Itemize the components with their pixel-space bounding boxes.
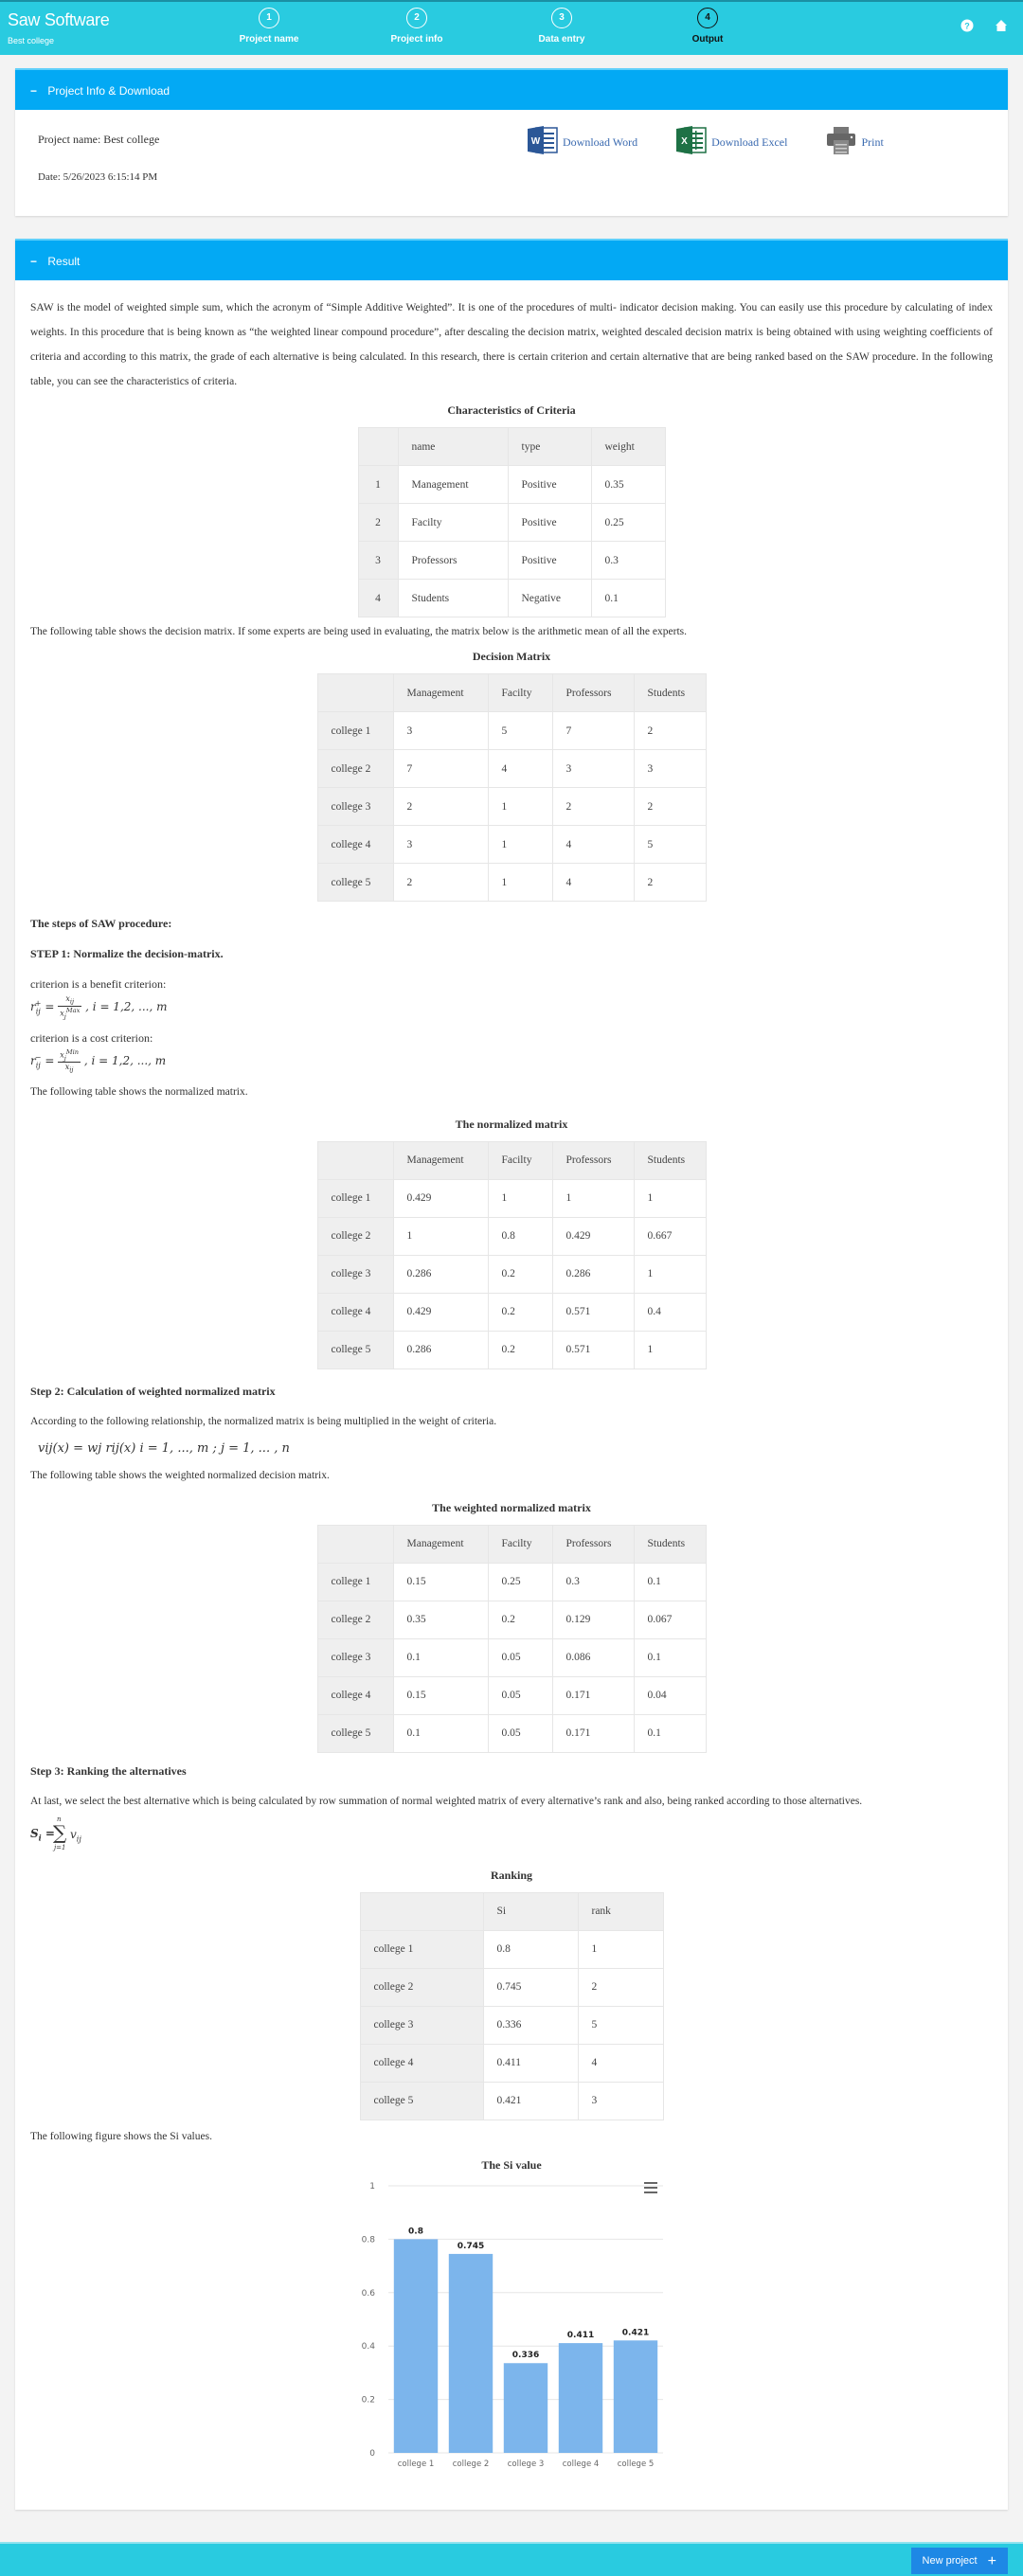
chart-title: The Si value <box>481 2157 542 2172</box>
column-header: Professors <box>552 1525 634 1563</box>
svg-text:college 3: college 3 <box>507 2459 545 2469</box>
row-index: 3 <box>358 542 398 580</box>
column-header: Professors <box>552 1141 634 1179</box>
si-bar-chart <box>350 2173 673 2495</box>
bottom-bar <box>0 2542 1023 2576</box>
cell: 7 <box>393 750 488 788</box>
weighted-formula: vij(x) = wj rij(x) i = 1, ..., m ; j = 1, ... , n <box>38 1440 290 1456</box>
table-row <box>360 2082 663 2120</box>
svg-text:1: 1 <box>369 2181 375 2191</box>
row-label: college 2 <box>317 1601 393 1638</box>
cell: 0.2 <box>488 1331 552 1368</box>
cost-formula: $r_{ij}^-$ = $\frac{x_j^{Min}}{x_{ij}}$ , i = 1,2, ..., m <box>30 1047 167 1074</box>
cell: 0.745 <box>483 1968 578 2006</box>
download-excel-button[interactable] <box>675 125 787 160</box>
cell: 0.2 <box>488 1601 552 1638</box>
hamburger-menu-icon[interactable] <box>644 2182 657 2193</box>
cell: 0.1 <box>591 580 665 617</box>
row-label: college 1 <box>317 1563 393 1601</box>
bar-college-1[interactable] <box>394 2239 438 2453</box>
row-label: college 3 <box>317 788 393 826</box>
formula-range: , i = 1,2, ..., m <box>83 1053 167 1067</box>
app-title: Saw Software <box>8 10 110 29</box>
weighted-matrix-table <box>317 1525 707 1753</box>
cell: 0.086 <box>552 1638 634 1676</box>
result-content <box>15 280 1008 2495</box>
step-project-name[interactable] <box>217 8 321 45</box>
cell: 1 <box>488 1179 552 1217</box>
print-button[interactable] <box>825 125 883 160</box>
table-row <box>360 1968 663 2006</box>
column-header: rank <box>578 1892 663 1930</box>
bar-college-3[interactable] <box>504 2363 547 2453</box>
weighted-intro: The following table shows the weighted normalized decision matrix. <box>30 1469 330 1481</box>
cell: 0.571 <box>552 1293 634 1331</box>
table-row <box>360 1930 663 1968</box>
collapse-icon[interactable]: − <box>30 255 38 268</box>
cell: 0.1 <box>634 1563 706 1601</box>
cell: 2 <box>634 788 706 826</box>
column-header: Facilty <box>488 1525 552 1563</box>
printer-icon <box>825 125 857 160</box>
svg-text:X: X <box>681 136 688 147</box>
svg-text:0.8: 0.8 <box>361 2235 375 2245</box>
step-data-entry[interactable] <box>510 8 614 45</box>
weighted-table-title: The weighted normalized matrix <box>432 1500 591 1514</box>
cell: 4 <box>488 750 552 788</box>
cell: 0.04 <box>634 1676 706 1714</box>
result-panel <box>15 239 1008 2510</box>
svg-text:college 1: college 1 <box>397 2459 435 2469</box>
cell: 0.35 <box>393 1601 488 1638</box>
table-row <box>358 542 665 580</box>
cell: Professors <box>398 542 508 580</box>
step-label: Data entry <box>538 34 585 45</box>
column-header: type <box>508 428 591 466</box>
cell: 5 <box>578 2006 663 2044</box>
sum-formula: $S_i$ = n ∑ $v_{ij}$ j=1 <box>30 1815 81 1852</box>
normalized-table-title: The normalized matrix <box>455 1117 568 1131</box>
chart-canvas <box>350 2173 673 2495</box>
cell: 0.571 <box>552 1331 634 1368</box>
figure-intro: The following figure shows the Si values. <box>30 2130 212 2142</box>
cell: Management <box>398 466 508 504</box>
result-panel-header[interactable] <box>15 239 1008 280</box>
cell: 0.2 <box>488 1255 552 1293</box>
column-header: Students <box>634 1141 706 1179</box>
column-header: Management <box>393 1141 488 1179</box>
bar-college-4[interactable] <box>559 2343 602 2453</box>
column-header <box>358 428 398 466</box>
step1-heading: STEP 1: Normalize the decision-matrix. <box>30 947 224 960</box>
cell: 3 <box>552 750 634 788</box>
row-label: college 3 <box>360 2006 483 2044</box>
row-label: college 5 <box>317 864 393 902</box>
table-row <box>317 1293 706 1331</box>
cell: Positive <box>508 542 591 580</box>
svg-text:0.2: 0.2 <box>361 2395 375 2406</box>
plus-icon: + <box>987 2553 996 2569</box>
svg-text:0.8: 0.8 <box>408 2227 423 2237</box>
svg-text:college 4: college 4 <box>562 2459 600 2469</box>
cell: 1 <box>634 1179 706 1217</box>
cell: 2 <box>634 712 706 750</box>
cell: 3 <box>393 826 488 864</box>
column-header <box>317 1525 393 1563</box>
table-row <box>358 580 665 617</box>
column-header: Facilty <box>488 674 552 712</box>
table-row <box>317 788 706 826</box>
help-icon[interactable] <box>960 19 974 32</box>
cell: 4 <box>552 826 634 864</box>
row-label: college 5 <box>317 1331 393 1368</box>
cell: 1 <box>488 826 552 864</box>
svg-text:college 5: college 5 <box>617 2459 655 2469</box>
bar-college-5[interactable] <box>614 2340 657 2453</box>
column-header: name <box>398 428 508 466</box>
cell: 0.2 <box>488 1293 552 1331</box>
table-row <box>317 1676 706 1714</box>
column-header: Management <box>393 674 488 712</box>
row-label: college 4 <box>317 1676 393 1714</box>
table-row <box>317 1217 706 1255</box>
cell: 0.429 <box>393 1293 488 1331</box>
row-label: college 2 <box>360 1968 483 2006</box>
cell: 1 <box>634 1331 706 1368</box>
step-number: 4 <box>697 8 718 28</box>
download-word-button[interactable] <box>527 125 637 160</box>
cell: 0.3 <box>591 542 665 580</box>
row-label: college 4 <box>317 826 393 864</box>
benefit-formula: $r_{ij}^+$ = $\frac{x_{ij}}{x_j^{Max}}$ , i = 1,2, ..., m <box>30 994 168 1020</box>
word-icon <box>527 125 559 160</box>
cell: Positive <box>508 504 591 542</box>
table-row <box>360 2044 663 2082</box>
step3-heading: Step 3: Ranking the alternatives <box>30 1763 187 1778</box>
column-header: Students <box>634 674 706 712</box>
row-label: college 5 <box>317 1714 393 1752</box>
cell: 3 <box>393 712 488 750</box>
cell: 0.129 <box>552 1601 634 1638</box>
table-row <box>358 504 665 542</box>
cell: 1 <box>634 1255 706 1293</box>
bar-college-2[interactable] <box>449 2254 493 2453</box>
row-label: college 1 <box>360 1930 483 1968</box>
criteria-table <box>358 427 666 617</box>
row-label: college 1 <box>317 1179 393 1217</box>
decision-intro: The following table shows the decision matrix. If some experts are being used in evaluating, the matrix below is the arithmetic mean of all the experts. <box>30 626 687 637</box>
cell: 0.05 <box>488 1714 552 1752</box>
row-label: college 2 <box>317 1217 393 1255</box>
ranking-table <box>360 1892 664 2120</box>
cell: 0.171 <box>552 1676 634 1714</box>
cell: 1 <box>578 1930 663 1968</box>
decision-matrix-table <box>317 673 707 902</box>
home-icon[interactable] <box>995 19 1008 32</box>
table-row <box>317 1255 706 1293</box>
cell: 0.286 <box>393 1331 488 1368</box>
header-actions <box>960 19 1008 32</box>
project-subtitle: Best college <box>8 36 55 45</box>
table-row <box>317 1714 706 1752</box>
cell: 0.429 <box>552 1217 634 1255</box>
normalized-intro: The following table shows the normalized matrix. <box>30 1085 248 1098</box>
row-label: college 3 <box>317 1638 393 1676</box>
row-index: 4 <box>358 580 398 617</box>
svg-text:0.6: 0.6 <box>361 2288 375 2299</box>
new-project-button[interactable] <box>911 2548 1008 2574</box>
cost-label: criterion is a cost criterion: <box>30 1030 153 1045</box>
cell: 5 <box>488 712 552 750</box>
row-label: college 2 <box>317 750 393 788</box>
cell: 0.286 <box>393 1255 488 1293</box>
normalized-matrix-table <box>317 1141 707 1369</box>
cell: 0.25 <box>488 1563 552 1601</box>
cell: Positive <box>508 466 591 504</box>
project-details <box>38 133 159 183</box>
excel-icon <box>675 125 708 160</box>
row-index: 1 <box>358 466 398 504</box>
cell: 0.4 <box>634 1293 706 1331</box>
cell: 0.05 <box>488 1638 552 1676</box>
column-header: Professors <box>552 674 634 712</box>
svg-text:college 2: college 2 <box>452 2459 490 2469</box>
svg-text:0.336: 0.336 <box>512 2350 540 2360</box>
svg-text:0: 0 <box>369 2448 375 2459</box>
table-row <box>358 466 665 504</box>
cell: 0.1 <box>393 1638 488 1676</box>
step3-text: At last, we select the best alternative which is being calculated by row summation of normal weighted matrix of every alternative’s rank and also, being ranked according to those alternatives. <box>30 1795 863 1807</box>
cell: 4 <box>578 2044 663 2082</box>
cell: 3 <box>578 2082 663 2120</box>
cell: 2 <box>393 864 488 902</box>
step-number: 2 <box>406 8 427 28</box>
row-index: 2 <box>358 504 398 542</box>
cell: 0.1 <box>393 1714 488 1752</box>
panel-title: Project Info & Download <box>47 84 170 98</box>
step2-heading: Step 2: Calculation of weighted normalized matrix <box>30 1384 276 1398</box>
cell: 1 <box>552 1179 634 1217</box>
cell: 0.336 <box>483 2006 578 2044</box>
step2-text: According to the following relationship, the normalized matrix is being multiplied in the weight of criteria. <box>30 1415 497 1427</box>
column-header: Management <box>393 1525 488 1563</box>
table-row <box>317 1638 706 1676</box>
step-number: 3 <box>551 8 572 28</box>
table-row <box>317 1331 706 1368</box>
column-header <box>317 1141 393 1179</box>
cell: 2 <box>578 1968 663 2006</box>
cell: 2 <box>552 788 634 826</box>
cell: 0.171 <box>552 1714 634 1752</box>
table-row <box>360 2006 663 2044</box>
cell: 0.421 <box>483 2082 578 2120</box>
cell: 0.15 <box>393 1676 488 1714</box>
step-output[interactable] <box>655 8 760 45</box>
cell: 0.286 <box>552 1255 634 1293</box>
table-row <box>317 712 706 750</box>
row-label: college 1 <box>317 712 393 750</box>
row-label: college 3 <box>317 1255 393 1293</box>
step-number: 1 <box>259 8 279 28</box>
cell: 0.411 <box>483 2044 578 2082</box>
cell: 3 <box>634 750 706 788</box>
svg-text:?: ? <box>964 21 970 31</box>
collapse-icon[interactable]: − <box>30 84 38 98</box>
svg-text:0.745: 0.745 <box>457 2241 485 2251</box>
new-project-label: New project <box>922 2555 978 2567</box>
cell: 2 <box>393 788 488 826</box>
print-label: Print <box>861 135 884 149</box>
column-header: Students <box>634 1525 706 1563</box>
column-header: Facilty <box>488 1141 552 1179</box>
criteria-table-title: Characteristics of Criteria <box>447 403 576 417</box>
cell: 5 <box>634 826 706 864</box>
cell: 1 <box>488 788 552 826</box>
table-row <box>317 1563 706 1601</box>
cell: 0.15 <box>393 1563 488 1601</box>
column-header: Si <box>483 1892 578 1930</box>
svg-text:0.4: 0.4 <box>361 2341 375 2352</box>
cell: 0.1 <box>634 1714 706 1752</box>
cell: 4 <box>552 864 634 902</box>
download-actions <box>527 125 922 160</box>
cell: 0.8 <box>488 1217 552 1255</box>
cell: 7 <box>552 712 634 750</box>
cell: 0.35 <box>591 466 665 504</box>
cell: 0.25 <box>591 504 665 542</box>
step-label: Output <box>691 34 724 45</box>
row-label: college 4 <box>360 2044 483 2082</box>
project-info-panel-header[interactable] <box>15 68 1008 110</box>
project-name-text: Project name: Best college <box>38 133 160 146</box>
cell: 1 <box>488 864 552 902</box>
wizard-steps <box>0 8 1023 55</box>
step-label: Project info <box>390 34 443 45</box>
cell: 1 <box>393 1217 488 1255</box>
table-row <box>317 826 706 864</box>
ranking-table-title: Ranking <box>490 1868 533 1882</box>
decision-table-title: Decision Matrix <box>472 650 551 663</box>
svg-text:0.411: 0.411 <box>566 2330 595 2340</box>
top-header <box>0 0 1023 55</box>
saw-intro-paragraph: SAW is the model of weighted simple sum, which the acronym of “Simple Additive Weighted”. It is one of the procedures of multi- indicator decision making. You can easily use this procedure by calculating of index weights. In this procedure that is being known as “the weighted linear compound procedure”, after descaling the decision matrix, weighted descaled decision matrix is being obtained with using weighting coefficients of criteria and according to this matrix, the grade of each alternative is being calculated. In this research, there is certain criterion and certain alternative that are being ranked based on the SAW procedure. In the following table, you can see the characteristics of criteria. <box>30 302 993 387</box>
cell: 0.067 <box>634 1601 706 1638</box>
table-row <box>317 1601 706 1638</box>
column-header <box>360 1892 483 1930</box>
step-label: Project name <box>239 34 299 45</box>
row-label: college 4 <box>317 1293 393 1331</box>
project-info-panel <box>15 68 1008 216</box>
cell: Students <box>398 580 508 617</box>
cell: 0.05 <box>488 1676 552 1714</box>
cell: 2 <box>634 864 706 902</box>
step-project-info[interactable] <box>365 8 469 45</box>
row-label: college 5 <box>360 2082 483 2120</box>
download-word-label: Download Word <box>563 135 638 149</box>
svg-text:W: W <box>530 136 541 147</box>
cell: 0.3 <box>552 1563 634 1601</box>
cell: 0.8 <box>483 1930 578 1968</box>
svg-text:0.421: 0.421 <box>621 2327 650 2337</box>
cell: 0.429 <box>393 1179 488 1217</box>
column-header <box>317 674 393 712</box>
panel-title: Result <box>47 255 81 268</box>
formula-range: , i = 1,2, ..., m <box>85 999 168 1013</box>
cell: Negative <box>508 580 591 617</box>
cell: 0.667 <box>634 1217 706 1255</box>
table-row <box>317 1179 706 1217</box>
column-header: weight <box>591 428 665 466</box>
table-row <box>317 750 706 788</box>
cell: Facilty <box>398 504 508 542</box>
benefit-label: criterion is a benefit criterion: <box>30 977 167 991</box>
steps-heading: The steps of SAW procedure: <box>30 917 172 930</box>
cell: 0.1 <box>634 1638 706 1676</box>
table-row <box>317 864 706 902</box>
download-excel-label: Download Excel <box>711 135 788 149</box>
project-date: Date: 5/26/2023 6:15:14 PM <box>38 171 158 183</box>
